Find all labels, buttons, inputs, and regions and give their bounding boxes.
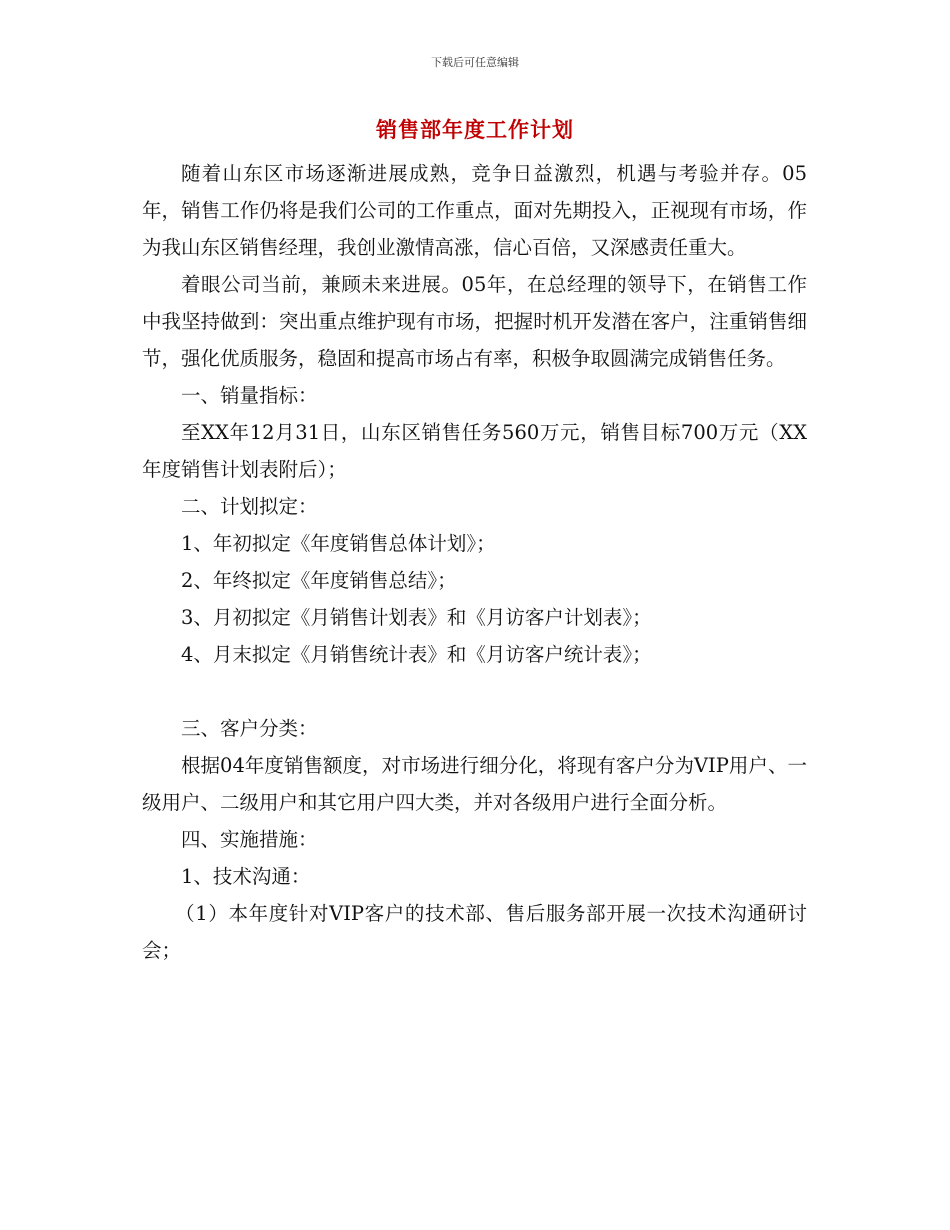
heading-sales-target: 一、销量指标： bbox=[181, 384, 318, 407]
paragraph-focus: 着眼公司当前，兼顾未来进展。05年，在总经理的领导下，在销售工作中我坚持做到：突出重点维护现有市场，把握时机开发潜在客户，注重销售细节，强化优质服务，稳固和提高市场占有率，积极争取圆满完成销售任务。 bbox=[142, 273, 807, 370]
paragraph-intro: 随着山东区市场逐渐进展成熟，竞争日益激烈，机遇与考验并存。05年，销售工作仍将是我们公司的工作重点，面对先期投入，正视现有市场，作为我山东区销售经理，我创业激情高涨，信心百倍，又深感责任重大。 bbox=[142, 162, 807, 259]
heading-customer-classification: 三、客户分类： bbox=[181, 717, 318, 740]
plan-item-4: 4、月末拟定《月销售统计表》和《月访客户统计表》； bbox=[181, 643, 652, 666]
blank-line bbox=[142, 673, 807, 710]
document-title: 销售部年度工作计划 bbox=[376, 118, 574, 142]
plan-item-1: 1、年初拟定《年度销售总体计划》； bbox=[181, 532, 496, 555]
paragraph-sales-target: 至XX年12月31日，山东区销售任务560万元，销售目标700万元（XX年度销售计划表附后）； bbox=[142, 421, 807, 481]
measure-item-1: 1、技术沟通： bbox=[181, 865, 311, 888]
plan-item-2: 2、年终拟定《年度销售总结》； bbox=[181, 569, 457, 592]
header-note: 下载后可任意编辑 bbox=[431, 56, 519, 69]
plan-item-3: 3、月初拟定《月销售计划表》和《月访客户计划表》； bbox=[181, 606, 652, 629]
measure-subitem-1: （1）本年度针对VIP客户的技术部、售后服务部开展一次技术沟通研讨会； bbox=[142, 902, 807, 962]
document-body bbox=[142, 155, 807, 969]
paragraph-customer-classification: 根据04年度销售额度，对市场进行细分化，将现有客户分为VIP用户、一级用户、二级用户和其它用户四大类，并对各级用户进行全面分析。 bbox=[142, 754, 807, 814]
heading-measures: 四、实施措施： bbox=[181, 828, 318, 851]
heading-plan: 二、计划拟定： bbox=[181, 495, 318, 518]
